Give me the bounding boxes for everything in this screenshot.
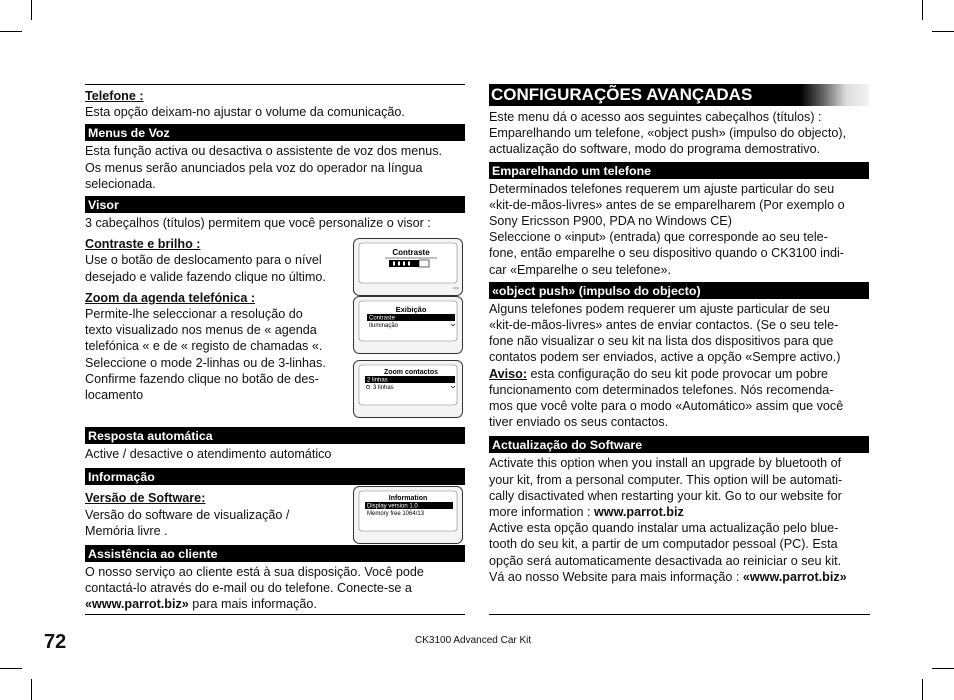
pt-more-line (489, 569, 869, 585)
en-line: your kit, from a personal computer. This option will be automati- (489, 472, 843, 487)
information-screen-image (353, 486, 463, 544)
crop-mark (0, 31, 22, 32)
footer-product: CK3100 Advanced Car Kit (415, 635, 532, 646)
section-heading: CONFIGURAÇÕES AVANÇADAS (489, 84, 869, 106)
emparelhando-line: Determinados telefones requerem um ajuste particular do seu (489, 181, 835, 196)
resposta-header: Resposta automática (85, 427, 465, 444)
information-item-1: Display version 1.0 (367, 503, 418, 510)
menus-voz-line: Os menus serão anunciados pela voz do operador na língua (85, 160, 423, 175)
contraste-line: desejado e valide fazendo clique no último. (85, 269, 326, 284)
parrot-link[interactable]: «www.parrot.biz» (85, 597, 189, 612)
visor-intro: 3 cabeçalhos (títulos) permitem que você personalize o visor : (85, 216, 431, 231)
versao-title: Versão de Software: (85, 491, 206, 506)
zoom-screen-image (353, 360, 463, 418)
aviso-line: tiver enviado os seus contactos. (489, 415, 669, 430)
pt-line: tooth do seu kit, a partir de um computador pessoal (PC). Esta (489, 537, 838, 552)
zoom-line: Seleccione o mode 2-linhas ou de 3-linhas. (85, 355, 326, 370)
en-line: Activate this option when you install an upgrade by bluetooth of (489, 456, 842, 471)
zoom-item-1: 2 linhas (367, 377, 388, 384)
pt-line: Active esta opção quando instalar uma actualização pelo blue- (489, 521, 839, 536)
object-push-header: «object push» (impulso do objecto) (489, 282, 869, 299)
emparelhando-line: car «Emparelhe o seu telefone». (489, 262, 672, 277)
zoom-line: Permite-lhe seleccionar a resolução do (85, 307, 303, 322)
crop-mark (31, 679, 32, 700)
information-item-2: Memory free 1064/13 (367, 511, 425, 517)
assistencia-line: O nosso serviço ao cliente está à sua disposição. Você pode (85, 565, 424, 580)
crop-mark (922, 679, 923, 700)
emparelhando-header: Emparelhando um telefone (489, 162, 869, 179)
object-push-line: Alguns telefones podem requerer um ajuste particular de seu (489, 301, 830, 316)
zoom-screen-title: Zoom contactos (383, 369, 439, 376)
information-screen-title: Information (388, 495, 428, 502)
zoom-line: Confirme fazendo clique no botão de des- (85, 371, 319, 386)
object-push-line: contatos podem ser enviados, active a opção «Sempre activo.) (489, 350, 841, 365)
telefone-text: Esta opção deixam-no ajustar o volume da comunicação. (85, 105, 405, 120)
object-push-line: fone não visualizar o seu kit na lista dos dispositivos para que (489, 334, 834, 349)
column-top-rule (85, 84, 465, 85)
pt-more: Vá ao nosso Website para mais informação : (489, 569, 743, 584)
contraste-title: Contraste e brilho : (85, 237, 201, 252)
intro-line: actualização do software, modo do programa demostrativo. (489, 142, 821, 157)
assistencia-line: contactá-lo através do e-mail ou do telefone. Conecte-se a (85, 581, 412, 596)
crop-mark (31, 0, 32, 20)
telefone-title: Telefone : (85, 89, 144, 103)
zoom-item-2: 3 linhas (373, 385, 394, 391)
en-line: cally disactivated when restarting your kit. Go to our website for (489, 488, 842, 503)
crop-mark (922, 0, 923, 20)
zoom-title: Zoom da agenda telefónica : (85, 290, 256, 305)
crop-mark (932, 668, 954, 669)
intro-line: Este menu dá o acesso aos seguintes cabeçalhos (títulos) : (489, 110, 822, 124)
emparelhando-line: Sony Ericsson P900, PDA no Windows CE) (489, 214, 732, 229)
versao-line: Memória livre . (85, 523, 168, 538)
right-column (489, 84, 869, 585)
exibicao-screen-title: Exibição (395, 305, 427, 314)
menus-voz-header: Menus de Voz (85, 124, 465, 141)
assistencia-last-line (85, 596, 465, 612)
aviso-line (489, 366, 869, 382)
informacao-header: Informação (85, 468, 465, 485)
intro-line: Emparelhando um telefone, «object push» (impulso do objecto), (489, 126, 847, 141)
zoom-line: telefónica « e de « registo de chamadas «. (85, 339, 323, 354)
pt-link[interactable]: «www.parrot.biz» (742, 569, 847, 584)
menus-voz-line: Esta função activa ou desactiva o assistente de voz dos menus. (85, 144, 443, 159)
en-link[interactable]: www.parrot.biz (594, 505, 684, 520)
aviso-line: mos que você volte para o modo «Automático» assim que você (489, 399, 844, 414)
aviso-label: Aviso: (489, 366, 528, 381)
menus-voz-line: selecionada. (85, 176, 156, 191)
aviso-first: esta configuração do seu kit pode provocar um pobre (527, 366, 829, 381)
pt-line: opção será automaticamente desactivada ao reiniciar o seu kit. (489, 553, 842, 568)
zoom-line: texto visualizado nos menus de « agenda (85, 323, 317, 338)
exibicao-screen-image (353, 296, 463, 354)
actualizacao-header: Actualização do Software (489, 436, 869, 453)
crop-mark (932, 31, 954, 32)
contraste-screen-title: Contraste (392, 248, 430, 257)
page-number: 72 (44, 631, 67, 653)
assistencia-header: Assistência ao cliente (85, 545, 465, 562)
exibicao-item-2: Iluminação (369, 323, 399, 329)
object-push-line: «kit-de-mãos-livres» antes de enviar contactos. (Se o seu tele- (489, 318, 839, 333)
emparelhando-line: fone, então emparelhe o seu dispositivo quando o CK3100 indi- (489, 246, 844, 261)
en-more: more information : (489, 505, 594, 520)
aviso-line: funcionamento com determinados telefones. Nós recomenda- (489, 382, 834, 397)
left-bottom-rule (85, 614, 465, 615)
exibicao-item-1: Contraste (369, 315, 396, 322)
zoom-line: locamento (85, 388, 144, 403)
emparelhando-line: «kit-de-mãos-livres» antes de se emparelharem (Por exemplo o (489, 197, 845, 212)
emparelhando-line: Seleccione o «input» (entrada) que corresponde ao seu tele- (489, 230, 828, 245)
resposta-text: Active / desactive o atendimento automático (85, 447, 332, 462)
versao-line: Versão do software de visualização / (85, 507, 290, 522)
assistencia-after: para mais informação. (188, 597, 317, 612)
en-more-line (489, 504, 869, 520)
visor-header: Visor (85, 196, 465, 213)
right-bottom-rule (489, 614, 870, 615)
crop-mark (0, 668, 22, 669)
contraste-line: Use o botão de deslocamento para o nível (85, 253, 322, 268)
contraste-screen-image (353, 238, 463, 296)
